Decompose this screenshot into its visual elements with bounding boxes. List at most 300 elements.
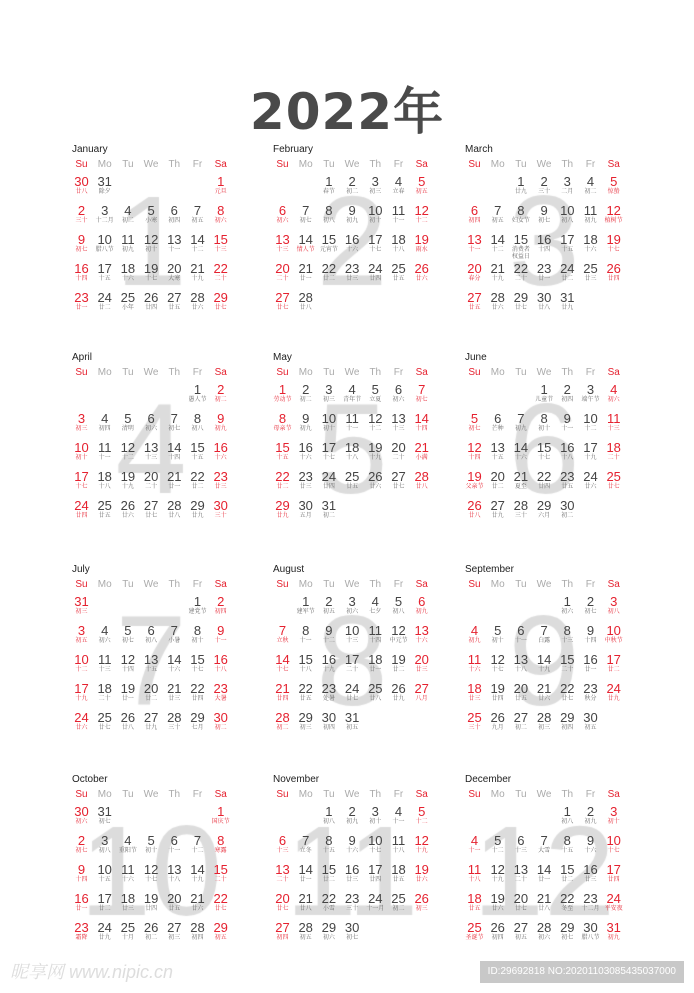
day-cell[interactable]: [163, 291, 186, 312]
day-cell[interactable]: [556, 863, 579, 884]
day-cell[interactable]: [294, 262, 317, 283]
day-cell[interactable]: [93, 499, 116, 520]
day-cell[interactable]: [116, 262, 139, 283]
day-cell[interactable]: [70, 805, 93, 826]
day-cell[interactable]: [579, 682, 602, 703]
day-cell[interactable]: [410, 682, 433, 703]
day-cell[interactable]: [410, 863, 433, 884]
day-cell[interactable]: [116, 892, 139, 913]
day-cell[interactable]: [463, 262, 486, 283]
day-cell[interactable]: [579, 412, 602, 433]
day-cell[interactable]: [70, 499, 93, 520]
day-cell[interactable]: [294, 921, 317, 942]
day-cell[interactable]: [209, 921, 232, 942]
day-cell[interactable]: [186, 834, 209, 855]
day-cell[interactable]: [116, 711, 139, 732]
day-cell[interactable]: [163, 624, 186, 645]
day-cell[interactable]: [463, 892, 486, 913]
day-cell[interactable]: [209, 834, 232, 855]
day-cell[interactable]: [186, 624, 209, 645]
day-cell[interactable]: [387, 441, 410, 462]
day-cell[interactable]: [209, 499, 232, 520]
day-cell[interactable]: [294, 834, 317, 855]
day-cell[interactable]: [486, 653, 509, 674]
day-cell[interactable]: [140, 233, 163, 254]
day-cell[interactable]: [140, 624, 163, 645]
day-cell[interactable]: [271, 834, 294, 855]
day-cell[interactable]: [602, 805, 625, 826]
day-cell[interactable]: [116, 921, 139, 942]
day-cell[interactable]: [70, 595, 93, 616]
day-cell[interactable]: [410, 204, 433, 225]
day-cell[interactable]: [209, 175, 232, 196]
day-cell[interactable]: [186, 921, 209, 942]
day-cell[interactable]: [294, 233, 317, 254]
day-cell[interactable]: [140, 262, 163, 283]
day-cell[interactable]: [271, 624, 294, 645]
day-cell[interactable]: [271, 711, 294, 732]
day-cell[interactable]: [556, 653, 579, 674]
day-cell[interactable]: [364, 595, 387, 616]
day-cell[interactable]: [602, 624, 625, 645]
day-cell[interactable]: [602, 470, 625, 491]
day-cell[interactable]: [186, 412, 209, 433]
day-cell[interactable]: [602, 262, 625, 283]
day-cell[interactable]: [317, 499, 340, 520]
day-cell[interactable]: [186, 262, 209, 283]
day-cell[interactable]: [410, 892, 433, 913]
day-cell[interactable]: [509, 470, 532, 491]
day-cell[interactable]: [410, 595, 433, 616]
day-cell[interactable]: [116, 624, 139, 645]
day-cell[interactable]: [341, 921, 364, 942]
day-cell[interactable]: [556, 834, 579, 855]
day-cell[interactable]: [387, 682, 410, 703]
day-cell[interactable]: [271, 383, 294, 404]
day-cell[interactable]: [317, 383, 340, 404]
day-cell[interactable]: [486, 921, 509, 942]
day-cell[interactable]: [317, 805, 340, 826]
day-cell[interactable]: [410, 412, 433, 433]
day-cell[interactable]: [271, 204, 294, 225]
day-cell[interactable]: [533, 233, 556, 254]
day-cell[interactable]: [410, 834, 433, 855]
day-cell[interactable]: [556, 470, 579, 491]
day-cell[interactable]: [509, 892, 532, 913]
day-cell[interactable]: [140, 834, 163, 855]
day-cell[interactable]: [364, 412, 387, 433]
day-cell[interactable]: [463, 233, 486, 254]
day-cell[interactable]: [410, 383, 433, 404]
day-cell[interactable]: [556, 805, 579, 826]
day-cell[interactable]: [509, 204, 532, 225]
day-cell[interactable]: [533, 653, 556, 674]
day-cell[interactable]: [93, 682, 116, 703]
day-cell[interactable]: [93, 233, 116, 254]
day-cell[interactable]: [533, 175, 556, 196]
day-cell[interactable]: [294, 441, 317, 462]
day-cell[interactable]: [341, 233, 364, 254]
day-cell[interactable]: [533, 262, 556, 283]
day-cell[interactable]: [533, 412, 556, 433]
day-cell[interactable]: [209, 441, 232, 462]
day-cell[interactable]: [486, 291, 509, 312]
day-cell[interactable]: [209, 204, 232, 225]
day-cell[interactable]: [209, 624, 232, 645]
day-cell[interactable]: [271, 233, 294, 254]
day-cell[interactable]: [387, 863, 410, 884]
day-cell[interactable]: [317, 204, 340, 225]
day-cell[interactable]: [463, 204, 486, 225]
day-cell[interactable]: [186, 383, 209, 404]
day-cell[interactable]: [463, 470, 486, 491]
day-cell[interactable]: [509, 834, 532, 855]
day-cell[interactable]: [209, 805, 232, 826]
day-cell[interactable]: [602, 834, 625, 855]
day-cell[interactable]: [463, 834, 486, 855]
day-cell[interactable]: [387, 595, 410, 616]
day-cell[interactable]: [93, 921, 116, 942]
day-cell[interactable]: [410, 262, 433, 283]
day-cell[interactable]: [509, 624, 532, 645]
day-cell[interactable]: [533, 624, 556, 645]
day-cell[interactable]: [116, 233, 139, 254]
day-cell[interactable]: [410, 624, 433, 645]
day-cell[interactable]: [509, 412, 532, 433]
day-cell[interactable]: [387, 262, 410, 283]
day-cell[interactable]: [294, 291, 317, 312]
day-cell[interactable]: [387, 233, 410, 254]
day-cell[interactable]: [70, 921, 93, 942]
day-cell[interactable]: [209, 383, 232, 404]
day-cell[interactable]: [70, 682, 93, 703]
day-cell[interactable]: [317, 863, 340, 884]
day-cell[interactable]: [70, 834, 93, 855]
day-cell[interactable]: [463, 499, 486, 520]
day-cell[interactable]: [93, 653, 116, 674]
day-cell[interactable]: [602, 412, 625, 433]
day-cell[interactable]: [579, 204, 602, 225]
day-cell[interactable]: [387, 383, 410, 404]
day-cell[interactable]: [140, 653, 163, 674]
day-cell[interactable]: [533, 834, 556, 855]
day-cell[interactable]: [556, 624, 579, 645]
day-cell[interactable]: [294, 863, 317, 884]
day-cell[interactable]: [579, 595, 602, 616]
day-cell[interactable]: [317, 233, 340, 254]
day-cell[interactable]: [93, 470, 116, 491]
day-cell[interactable]: [602, 863, 625, 884]
day-cell[interactable]: [556, 441, 579, 462]
day-cell[interactable]: [364, 383, 387, 404]
day-cell[interactable]: [556, 412, 579, 433]
day-cell[interactable]: [271, 892, 294, 913]
day-cell[interactable]: [271, 653, 294, 674]
day-cell[interactable]: [93, 624, 116, 645]
day-cell[interactable]: [533, 711, 556, 732]
day-cell[interactable]: [116, 204, 139, 225]
day-cell[interactable]: [209, 233, 232, 254]
day-cell[interactable]: [463, 682, 486, 703]
day-cell[interactable]: [294, 470, 317, 491]
day-cell[interactable]: [486, 499, 509, 520]
day-cell[interactable]: [486, 262, 509, 283]
day-cell[interactable]: [387, 175, 410, 196]
day-cell[interactable]: [186, 499, 209, 520]
day-cell[interactable]: [116, 499, 139, 520]
day-cell[interactable]: [116, 412, 139, 433]
day-cell[interactable]: [509, 175, 532, 196]
day-cell[interactable]: [271, 412, 294, 433]
day-cell[interactable]: [579, 805, 602, 826]
day-cell[interactable]: [317, 682, 340, 703]
day-cell[interactable]: [341, 682, 364, 703]
day-cell[interactable]: [410, 653, 433, 674]
day-cell[interactable]: [579, 441, 602, 462]
day-cell[interactable]: [387, 624, 410, 645]
day-cell[interactable]: [317, 441, 340, 462]
day-cell[interactable]: [163, 653, 186, 674]
day-cell[interactable]: [602, 175, 625, 196]
day-cell[interactable]: [486, 834, 509, 855]
day-cell[interactable]: [486, 204, 509, 225]
day-cell[interactable]: [364, 892, 387, 913]
day-cell[interactable]: [579, 863, 602, 884]
day-cell[interactable]: [364, 624, 387, 645]
day-cell[interactable]: [186, 892, 209, 913]
day-cell[interactable]: [341, 412, 364, 433]
day-cell[interactable]: [463, 624, 486, 645]
day-cell[interactable]: [364, 175, 387, 196]
day-cell[interactable]: [93, 805, 116, 826]
day-cell[interactable]: [579, 233, 602, 254]
day-cell[interactable]: [364, 233, 387, 254]
day-cell[interactable]: [410, 441, 433, 462]
day-cell[interactable]: [163, 441, 186, 462]
day-cell[interactable]: [163, 682, 186, 703]
day-cell[interactable]: [317, 892, 340, 913]
day-cell[interactable]: [602, 921, 625, 942]
day-cell[interactable]: [140, 921, 163, 942]
day-cell[interactable]: [509, 711, 532, 732]
day-cell[interactable]: [70, 892, 93, 913]
day-cell[interactable]: [486, 624, 509, 645]
day-cell[interactable]: [509, 441, 532, 462]
day-cell[interactable]: [209, 682, 232, 703]
day-cell[interactable]: [271, 470, 294, 491]
day-cell[interactable]: [294, 892, 317, 913]
day-cell[interactable]: [364, 863, 387, 884]
day-cell[interactable]: [579, 921, 602, 942]
day-cell[interactable]: [163, 834, 186, 855]
day-cell[interactable]: [271, 441, 294, 462]
day-cell[interactable]: [410, 470, 433, 491]
day-cell[interactable]: [556, 711, 579, 732]
day-cell[interactable]: [317, 175, 340, 196]
day-cell[interactable]: [341, 470, 364, 491]
day-cell[interactable]: [317, 921, 340, 942]
day-cell[interactable]: [387, 412, 410, 433]
day-cell[interactable]: [364, 653, 387, 674]
day-cell[interactable]: [163, 204, 186, 225]
day-cell[interactable]: [556, 383, 579, 404]
day-cell[interactable]: [364, 470, 387, 491]
day-cell[interactable]: [294, 711, 317, 732]
day-cell[interactable]: [140, 412, 163, 433]
day-cell[interactable]: [209, 863, 232, 884]
day-cell[interactable]: [556, 595, 579, 616]
day-cell[interactable]: [556, 262, 579, 283]
day-cell[interactable]: [387, 653, 410, 674]
day-cell[interactable]: [509, 291, 532, 312]
day-cell[interactable]: [271, 291, 294, 312]
day-cell[interactable]: [163, 711, 186, 732]
day-cell[interactable]: [556, 682, 579, 703]
day-cell[interactable]: [341, 175, 364, 196]
day-cell[interactable]: [317, 711, 340, 732]
day-cell[interactable]: [209, 291, 232, 312]
day-cell[interactable]: [163, 233, 186, 254]
day-cell[interactable]: [294, 595, 317, 616]
day-cell[interactable]: [602, 682, 625, 703]
day-cell[interactable]: [533, 441, 556, 462]
day-cell[interactable]: [186, 204, 209, 225]
day-cell[interactable]: [140, 204, 163, 225]
day-cell[interactable]: [509, 653, 532, 674]
day-cell[interactable]: [486, 470, 509, 491]
day-cell[interactable]: [533, 892, 556, 913]
day-cell[interactable]: [163, 412, 186, 433]
day-cell[interactable]: [93, 175, 116, 196]
day-cell[interactable]: [163, 863, 186, 884]
day-cell[interactable]: [70, 653, 93, 674]
day-cell[interactable]: [486, 892, 509, 913]
day-cell[interactable]: [186, 653, 209, 674]
day-cell[interactable]: [70, 863, 93, 884]
day-cell[interactable]: [186, 711, 209, 732]
day-cell[interactable]: [294, 383, 317, 404]
day-cell[interactable]: [116, 653, 139, 674]
day-cell[interactable]: [602, 204, 625, 225]
day-cell[interactable]: [140, 892, 163, 913]
day-cell[interactable]: [317, 595, 340, 616]
day-cell[interactable]: [556, 921, 579, 942]
day-cell[interactable]: [341, 262, 364, 283]
day-cell[interactable]: [271, 863, 294, 884]
day-cell[interactable]: [294, 653, 317, 674]
day-cell[interactable]: [70, 233, 93, 254]
day-cell[interactable]: [70, 262, 93, 283]
day-cell[interactable]: [364, 262, 387, 283]
day-cell[interactable]: [209, 470, 232, 491]
day-cell[interactable]: [579, 711, 602, 732]
day-cell[interactable]: [186, 470, 209, 491]
day-cell[interactable]: [70, 711, 93, 732]
day-cell[interactable]: [556, 291, 579, 312]
day-cell[interactable]: [463, 863, 486, 884]
day-cell[interactable]: [93, 863, 116, 884]
day-cell[interactable]: [93, 441, 116, 462]
day-cell[interactable]: [509, 921, 532, 942]
day-cell[interactable]: [533, 499, 556, 520]
day-cell[interactable]: [602, 892, 625, 913]
day-cell[interactable]: [116, 682, 139, 703]
day-cell[interactable]: [186, 291, 209, 312]
day-cell[interactable]: [140, 441, 163, 462]
day-cell[interactable]: [341, 595, 364, 616]
day-cell[interactable]: [579, 175, 602, 196]
day-cell[interactable]: [533, 291, 556, 312]
day-cell[interactable]: [209, 711, 232, 732]
day-cell[interactable]: [116, 863, 139, 884]
day-cell[interactable]: [93, 892, 116, 913]
day-cell[interactable]: [341, 204, 364, 225]
day-cell[interactable]: [294, 499, 317, 520]
day-cell[interactable]: [486, 412, 509, 433]
day-cell[interactable]: [140, 711, 163, 732]
day-cell[interactable]: [509, 863, 532, 884]
day-cell[interactable]: [533, 682, 556, 703]
day-cell[interactable]: [186, 595, 209, 616]
day-cell[interactable]: [341, 863, 364, 884]
day-cell[interactable]: [387, 470, 410, 491]
day-cell[interactable]: [93, 204, 116, 225]
day-cell[interactable]: [364, 204, 387, 225]
day-cell[interactable]: [271, 921, 294, 942]
day-cell[interactable]: [341, 383, 364, 404]
day-cell[interactable]: [209, 595, 232, 616]
day-cell[interactable]: [410, 175, 433, 196]
day-cell[interactable]: [509, 682, 532, 703]
day-cell[interactable]: [463, 412, 486, 433]
day-cell[interactable]: [579, 653, 602, 674]
day-cell[interactable]: [463, 441, 486, 462]
day-cell[interactable]: [341, 834, 364, 855]
day-cell[interactable]: [209, 262, 232, 283]
day-cell[interactable]: [93, 412, 116, 433]
day-cell[interactable]: [186, 233, 209, 254]
day-cell[interactable]: [387, 834, 410, 855]
day-cell[interactable]: [509, 262, 532, 283]
day-cell[interactable]: [140, 470, 163, 491]
day-cell[interactable]: [556, 204, 579, 225]
day-cell[interactable]: [163, 499, 186, 520]
day-cell[interactable]: [140, 291, 163, 312]
day-cell[interactable]: [533, 383, 556, 404]
day-cell[interactable]: [70, 204, 93, 225]
day-cell[interactable]: [209, 412, 232, 433]
day-cell[interactable]: [294, 204, 317, 225]
day-cell[interactable]: [602, 233, 625, 254]
day-cell[interactable]: [387, 805, 410, 826]
day-cell[interactable]: [93, 711, 116, 732]
day-cell[interactable]: [70, 441, 93, 462]
day-cell[interactable]: [186, 441, 209, 462]
day-cell[interactable]: [410, 805, 433, 826]
day-cell[interactable]: [486, 682, 509, 703]
day-cell[interactable]: [579, 892, 602, 913]
day-cell[interactable]: [341, 711, 364, 732]
day-cell[interactable]: [509, 499, 532, 520]
day-cell[interactable]: [317, 834, 340, 855]
day-cell[interactable]: [602, 441, 625, 462]
day-cell[interactable]: [364, 805, 387, 826]
day-cell[interactable]: [579, 470, 602, 491]
day-cell[interactable]: [294, 682, 317, 703]
day-cell[interactable]: [364, 834, 387, 855]
day-cell[interactable]: [163, 262, 186, 283]
day-cell[interactable]: [140, 682, 163, 703]
